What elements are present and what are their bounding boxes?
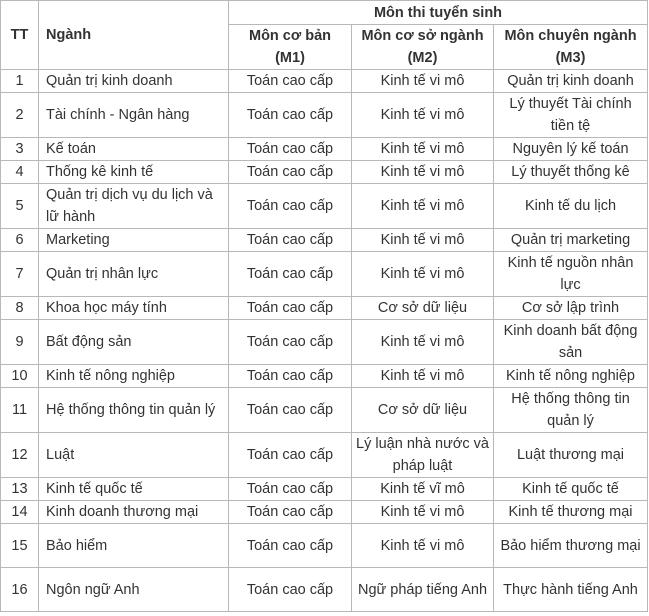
table-row [1,365,648,388]
cell-nganh: Quản trị kinh doanh [39,70,229,93]
cell-m1: Toán cao cấp [229,478,352,501]
cell-tt: 3 [1,138,39,161]
header-row-top [1,1,648,25]
header-nganh: Ngành [39,1,229,70]
cell-m1: Toán cao cấp [229,568,352,612]
cell-m1: Toán cao cấp [229,524,352,568]
cell-tt: 8 [1,297,39,320]
cell-tt: 6 [1,229,39,252]
cell-tt: 15 [1,524,39,568]
cell-m1: Toán cao cấp [229,93,352,138]
cell-tt: 7 [1,252,39,297]
cell-m2: Kinh tế vĩ mô [352,478,494,501]
cell-m3: Bảo hiểm thương mại [494,524,648,568]
header-tt: TT [1,1,39,70]
cell-nganh: Hệ thống thông tin quản lý [39,388,229,433]
cell-m3: Nguyên lý kế toán [494,138,648,161]
cell-m2: Kinh tế vi mô [352,229,494,252]
cell-nganh: Bảo hiểm [39,524,229,568]
cell-m1: Toán cao cấp [229,501,352,524]
cell-m2: Kinh tế vi mô [352,138,494,161]
cell-m3: Kinh tế du lịch [494,184,648,229]
cell-tt: 14 [1,501,39,524]
cell-m1: Toán cao cấp [229,229,352,252]
cell-m3: Quản trị marketing [494,229,648,252]
table-row [1,93,648,138]
table-row [1,524,648,568]
cell-m2: Kinh tế vi mô [352,524,494,568]
table-row [1,320,648,365]
cell-nganh: Marketing [39,229,229,252]
cell-m3: Kinh doanh bất động sản [494,320,648,365]
cell-m3: Cơ sở lập trình [494,297,648,320]
cell-m1: Toán cao cấp [229,388,352,433]
cell-m2: Ngữ pháp tiếng Anh [352,568,494,612]
table-row [1,252,648,297]
cell-nganh: Kinh tế nông nghiệp [39,365,229,388]
cell-nganh: Bất động sản [39,320,229,365]
cell-nganh: Khoa học máy tính [39,297,229,320]
cell-tt: 12 [1,433,39,478]
cell-m1: Toán cao cấp [229,161,352,184]
cell-m2: Kinh tế vi mô [352,252,494,297]
cell-m2: Cơ sở dữ liệu [352,297,494,320]
cell-tt: 16 [1,568,39,612]
cell-nganh: Quản trị nhân lực [39,252,229,297]
table-row [1,229,648,252]
cell-m2: Kinh tế vi mô [352,161,494,184]
cell-m1: Toán cao cấp [229,252,352,297]
table-row [1,501,648,524]
cell-nganh: Luật [39,433,229,478]
cell-m1: Toán cao cấp [229,320,352,365]
header-mon-thi: Môn thi tuyển sinh [229,1,648,25]
cell-m1: Toán cao cấp [229,184,352,229]
table-row [1,161,648,184]
cell-tt: 9 [1,320,39,365]
cell-nganh: Kinh doanh thương mại [39,501,229,524]
header-m1: Môn cơ bản (M1) [229,25,352,70]
table-row [1,433,648,478]
cell-tt: 11 [1,388,39,433]
table-row [1,388,648,433]
cell-nganh: Quản trị dịch vụ du lịch và lữ hành [39,184,229,229]
cell-nganh: Kế toán [39,138,229,161]
table-row [1,478,648,501]
cell-nganh: Tài chính - Ngân hàng [39,93,229,138]
cell-m3: Kinh tế quốc tế [494,478,648,501]
table-row [1,568,648,612]
cell-m3: Kinh tế nông nghiệp [494,365,648,388]
cell-tt: 13 [1,478,39,501]
cell-m2: Kinh tế vi mô [352,184,494,229]
cell-nganh: Thống kê kinh tế [39,161,229,184]
table-row [1,184,648,229]
cell-nganh: Ngôn ngữ Anh [39,568,229,612]
cell-m3: Lý thuyết thống kê [494,161,648,184]
cell-m3: Thực hành tiếng Anh [494,568,648,612]
cell-m2: Lý luận nhà nước và pháp luật [352,433,494,478]
cell-m3: Quản trị kinh doanh [494,70,648,93]
cell-m3: Kinh tế thương mại [494,501,648,524]
cell-nganh: Kinh tế quốc tế [39,478,229,501]
table-row [1,70,648,93]
cell-m1: Toán cao cấp [229,297,352,320]
cell-m2: Kinh tế vi mô [352,93,494,138]
cell-tt: 4 [1,161,39,184]
table-row [1,297,648,320]
cell-m1: Toán cao cấp [229,138,352,161]
cell-m3: Kinh tế nguồn nhân lực [494,252,648,297]
cell-tt: 10 [1,365,39,388]
table-body [1,70,648,612]
cell-m2: Kinh tế vi mô [352,70,494,93]
cell-tt: 1 [1,70,39,93]
header-m3: Môn chuyên ngành (M3) [494,25,648,70]
cell-m1: Toán cao cấp [229,365,352,388]
cell-m2: Kinh tế vi mô [352,501,494,524]
cell-m2: Cơ sở dữ liệu [352,388,494,433]
cell-m1: Toán cao cấp [229,433,352,478]
cell-m3: Luật thương mại [494,433,648,478]
cell-tt: 5 [1,184,39,229]
cell-m3: Lý thuyết Tài chính tiền tệ [494,93,648,138]
cell-m3: Hệ thống thông tin quản lý [494,388,648,433]
table-row [1,138,648,161]
cell-tt: 2 [1,93,39,138]
header-m2: Môn cơ sở ngành (M2) [352,25,494,70]
cell-m2: Kinh tế vi mô [352,365,494,388]
cell-m2: Kinh tế vi mô [352,320,494,365]
cell-m1: Toán cao cấp [229,70,352,93]
